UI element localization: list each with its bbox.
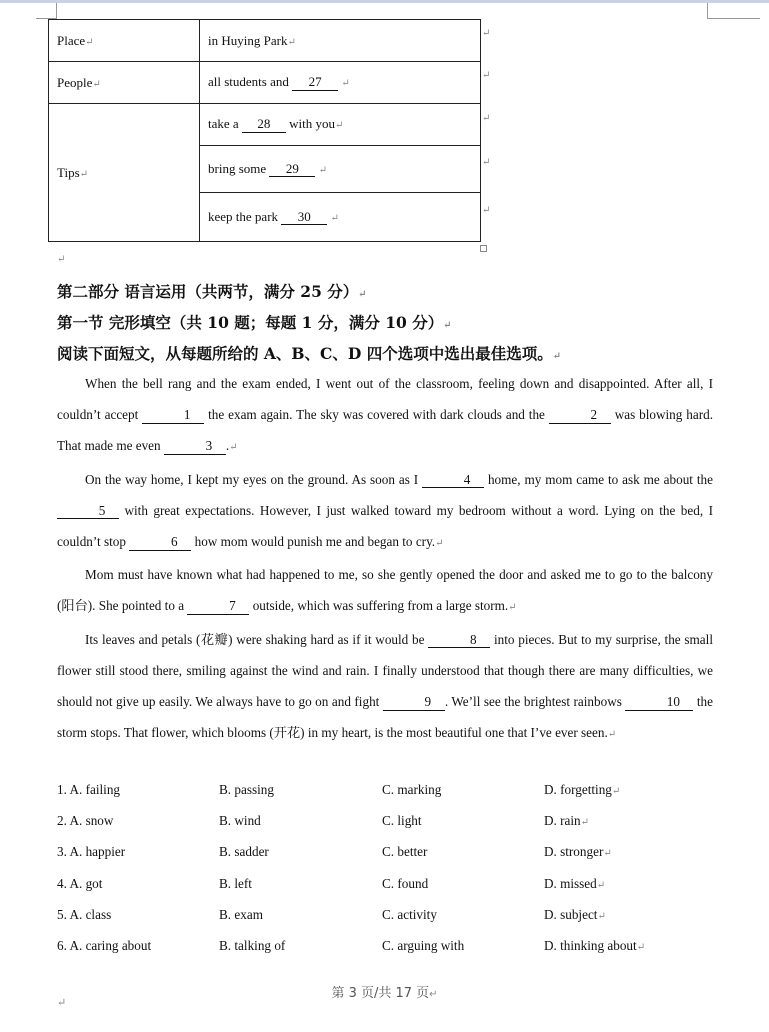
paragraph-mark-icon: ↵ bbox=[92, 78, 101, 90]
cell-label: Place bbox=[57, 32, 86, 48]
cell-label: Tips bbox=[57, 164, 80, 180]
paragraph-mark-icon: ↵ bbox=[596, 879, 606, 891]
passage-text: When the bell rang and the exam ended, I went out of the classroom, feeling down and disappointed. After all, I couldn’t accept bbox=[57, 376, 713, 423]
option-row bbox=[57, 805, 645, 836]
table-row bbox=[49, 20, 481, 62]
blank-2: 2 bbox=[549, 408, 611, 424]
blank-6: 6 bbox=[129, 535, 191, 551]
paragraph-mark-icon: ↵ bbox=[85, 36, 94, 48]
option-row bbox=[57, 868, 645, 899]
table-row bbox=[49, 62, 481, 104]
paragraph-mark-icon: ↵ bbox=[508, 602, 517, 614]
option-a: 4. A. got bbox=[57, 875, 103, 891]
passage-text: the exam again. The sky was covered with dark clouds and the bbox=[204, 407, 549, 423]
blank-8: 8 bbox=[428, 633, 490, 649]
cell-text: with you bbox=[285, 116, 336, 132]
table-value-cell bbox=[200, 20, 481, 62]
option-a: 2. A. snow bbox=[57, 813, 114, 829]
blank-7: 7 bbox=[187, 599, 249, 615]
row-end-mark-icon: ↵ bbox=[482, 113, 491, 124]
option-a: 3. A. happier bbox=[57, 844, 126, 860]
passage-text: Mom must have known what had happened to me, so she gently opened the door and asked me to go to the balcony (阳台). She pointed to a bbox=[57, 567, 713, 614]
table-value-cell bbox=[200, 104, 481, 146]
paragraph-mark-icon: ↵ bbox=[580, 817, 590, 829]
paragraph-mark-icon: ↵ bbox=[607, 729, 617, 741]
option-a: 6. A. caring about bbox=[57, 937, 152, 953]
option-c: C. light bbox=[382, 813, 422, 829]
option-row bbox=[57, 899, 645, 930]
paragraph-mark-icon: ↵ bbox=[57, 997, 67, 1009]
blank-3: 3 bbox=[164, 439, 226, 455]
option-b: B. exam bbox=[219, 906, 263, 922]
blank-10: 10 bbox=[625, 695, 693, 711]
option-b: B. talking of bbox=[219, 937, 286, 953]
paragraph-mark-icon: ↵ bbox=[552, 351, 562, 362]
part-heading bbox=[57, 280, 367, 302]
paragraph-mark-icon: ↵ bbox=[611, 786, 621, 797]
passage-text: . bbox=[225, 438, 230, 454]
paragraph-mark-icon: ↵ bbox=[597, 910, 606, 922]
blank-28: 28 bbox=[242, 117, 286, 132]
passage-paragraph bbox=[57, 368, 713, 464]
option-d: D. thinking about bbox=[544, 937, 637, 953]
paragraph-mark-icon: ↵ bbox=[287, 36, 296, 48]
paragraph-mark-icon: ↵ bbox=[429, 989, 438, 1000]
notice-table bbox=[48, 19, 481, 242]
instruction-heading bbox=[57, 342, 561, 364]
option-d: D. subject bbox=[544, 906, 598, 922]
table-value-cell bbox=[200, 193, 481, 242]
passage-text: how mom would punish me and began to cry. bbox=[191, 534, 436, 550]
paragraph-mark-icon: ↵ bbox=[603, 848, 612, 860]
answer-options bbox=[57, 774, 645, 961]
row-end-mark-icon: ↵ bbox=[482, 157, 491, 168]
option-a: 1. A. failing bbox=[57, 782, 121, 797]
blank-4: 4 bbox=[422, 473, 484, 489]
passage-text: outside, which was suffering from a large storm. bbox=[249, 598, 509, 614]
page-top-band bbox=[0, 0, 769, 3]
paragraph-mark-icon: ↵ bbox=[318, 164, 328, 176]
paragraph-mark-icon: ↵ bbox=[636, 941, 646, 953]
paragraph-mark-icon: ↵ bbox=[435, 538, 444, 550]
table-label-cell bbox=[49, 104, 200, 242]
table-label-cell bbox=[49, 20, 200, 62]
cell-text: all students and bbox=[208, 74, 293, 90]
page-number: 第 3 页/共 17 页 bbox=[331, 986, 430, 1001]
blank-9: 9 bbox=[383, 695, 445, 711]
blank-1: 1 bbox=[142, 408, 204, 424]
option-row bbox=[57, 774, 645, 805]
blank-29: 29 bbox=[269, 162, 315, 177]
option-d: D. rain bbox=[544, 813, 581, 829]
passage-text: Its leaves and petals (花瓣) were shaking hard as if it would be bbox=[85, 631, 429, 647]
section-heading bbox=[57, 311, 452, 333]
row-end-mark-icon: ↵ bbox=[482, 70, 491, 81]
option-row bbox=[57, 836, 645, 867]
instruction-text: 阅读下面短文，从每题所给的 A、B、C、D 四个选项中选出最佳选项。 bbox=[57, 344, 553, 363]
paragraph-mark-icon: ↵ bbox=[335, 120, 344, 132]
cell-text: keep the park bbox=[208, 208, 282, 224]
paragraph-mark-icon: ↵ bbox=[341, 78, 350, 90]
option-d: D. missed bbox=[544, 875, 597, 891]
paragraph-mark-icon: ↵ bbox=[358, 289, 367, 300]
option-c: C. arguing with bbox=[382, 937, 465, 953]
option-c: C. better bbox=[382, 844, 428, 860]
cell-text: take a bbox=[208, 116, 242, 132]
option-b: B. wind bbox=[219, 813, 261, 829]
paragraph-mark-icon: ↵ bbox=[330, 212, 339, 224]
paragraph-mark-icon: ↵ bbox=[57, 254, 66, 265]
cell-text: in Huying Park bbox=[208, 32, 288, 48]
passage-text: with great expectations. However, I just walked toward my bedroom without a word. Lying on the bed, I couldn’t stop bbox=[57, 502, 713, 550]
option-c: C. activity bbox=[382, 906, 437, 922]
table-row bbox=[49, 104, 481, 146]
passage-text: into pieces. But to my surprise, the small flower still stood there, smiling against the wind and rain. I finally understood that though there are many difficulties, we should not give up easily. We always have to go on and fight bbox=[57, 631, 713, 710]
row-end-mark-icon: ↵ bbox=[482, 205, 491, 216]
crop-mark-top-right bbox=[707, 3, 760, 19]
blank-30: 30 bbox=[281, 210, 327, 225]
table-label-cell bbox=[49, 62, 200, 104]
option-b: B. passing bbox=[219, 782, 274, 797]
page-footer bbox=[0, 982, 769, 1001]
option-d: D. forgetting bbox=[544, 782, 612, 797]
cloze-passage bbox=[57, 368, 713, 750]
passage-paragraph bbox=[57, 464, 713, 560]
passage-text: the storm stops. That flower, which blooms (开花) in my heart, is the most beautiful one that I’ve ever seen. bbox=[57, 694, 713, 741]
passage-text: On the way home, I kept my eyes on the ground. As soon as I bbox=[85, 471, 423, 487]
table-value-cell bbox=[200, 146, 481, 193]
blank-5: 5 bbox=[57, 504, 119, 520]
option-a: 5. A. class bbox=[57, 906, 112, 922]
passage-text: . We’ll see the brightest rainbows bbox=[444, 694, 626, 710]
paragraph-mark-icon: ↵ bbox=[443, 320, 452, 331]
option-b: B. left bbox=[219, 875, 252, 891]
paragraph-mark-icon: ↵ bbox=[229, 442, 238, 454]
row-end-mark-icon: ↵ bbox=[482, 28, 491, 39]
passage-text: was blowing hard. That made me even bbox=[57, 407, 713, 454]
option-row bbox=[57, 930, 645, 961]
option-b: B. sadder bbox=[219, 844, 269, 860]
blank-27: 27 bbox=[292, 75, 338, 90]
passage-paragraph bbox=[57, 559, 713, 623]
paragraph-mark-icon: ↵ bbox=[79, 168, 89, 180]
cell-label: People bbox=[57, 74, 93, 90]
cell-text: bring some bbox=[208, 160, 270, 176]
table-resize-handle[interactable] bbox=[480, 245, 487, 252]
passage-paragraph bbox=[57, 624, 713, 751]
option-c: C. marking bbox=[382, 782, 442, 797]
option-c: C. found bbox=[382, 875, 429, 891]
part-heading-text: 第二部分 语言运用（共两节，满分 25 分） bbox=[57, 282, 359, 301]
table-value-cell bbox=[200, 62, 481, 104]
section-heading-text: 第一节 完形填空（共 10 题；每题 1 分，满分 10 分） bbox=[57, 313, 444, 332]
passage-text: home, my mom came to ask me about the bbox=[484, 471, 713, 487]
crop-mark-top-left bbox=[36, 3, 57, 19]
option-d: D. stronger bbox=[544, 844, 604, 860]
